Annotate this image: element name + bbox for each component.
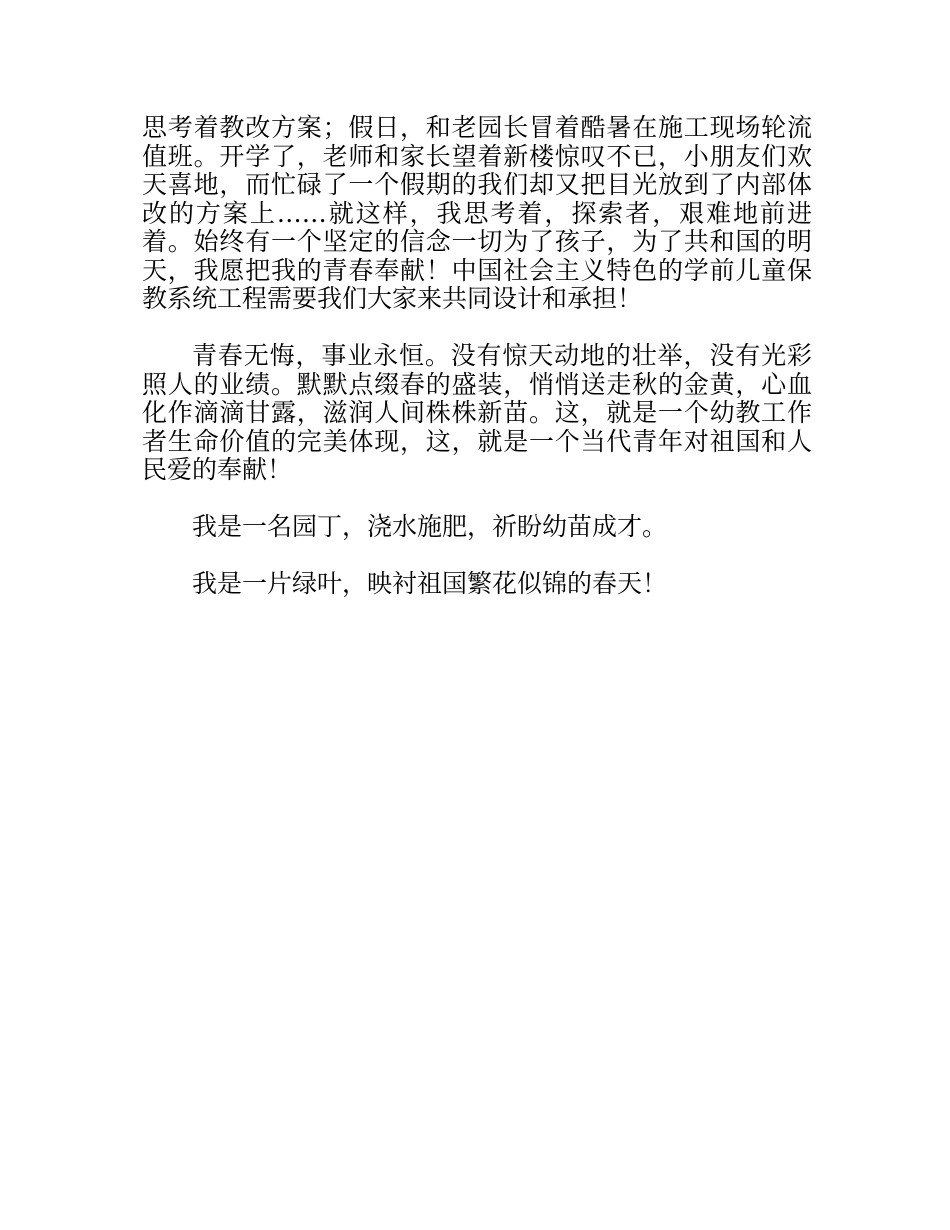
paragraph-youth-no-regret: 青春无悔，事业永恒。没有惊天动地的壮举，没有光彩照人的业绩。默默点缀春的盛装，悄悄送走秋的金黄，心血化作滴滴甘露，滋润人间株株新苗。这，就是一个幼教工作者生命价值的完美体现，这，就是一个当代青年对祖国和人民爱的奉献！: [142, 341, 812, 484]
paragraph-gardener: 我是一名园丁，浇水施肥，祈盼幼苗成才。: [192, 512, 668, 541]
document-body: [142, 114, 812, 627]
paragraph-green-leaf: 我是一片绿叶，映衬祖国繁花似锦的春天！: [192, 569, 668, 598]
paragraph-continuation: 思考着教改方案；假日，和老园长冒着酷暑在施工现场轮流值班。开学了，老师和家长望着新楼惊叹不已，小朋友们欢天喜地，而忙碌了一个假期的我们却又把目光放到了内部体改的方案上……就这样，我思考着，探索者，艰难地前进着。始终有一个坚定的信念一切为了孩子，为了共和国的明天，我愿把我的青春奉献！中国社会主义特色的学前儿童保教系统工程需要我们大家来共同设计和承担！: [142, 113, 812, 313]
